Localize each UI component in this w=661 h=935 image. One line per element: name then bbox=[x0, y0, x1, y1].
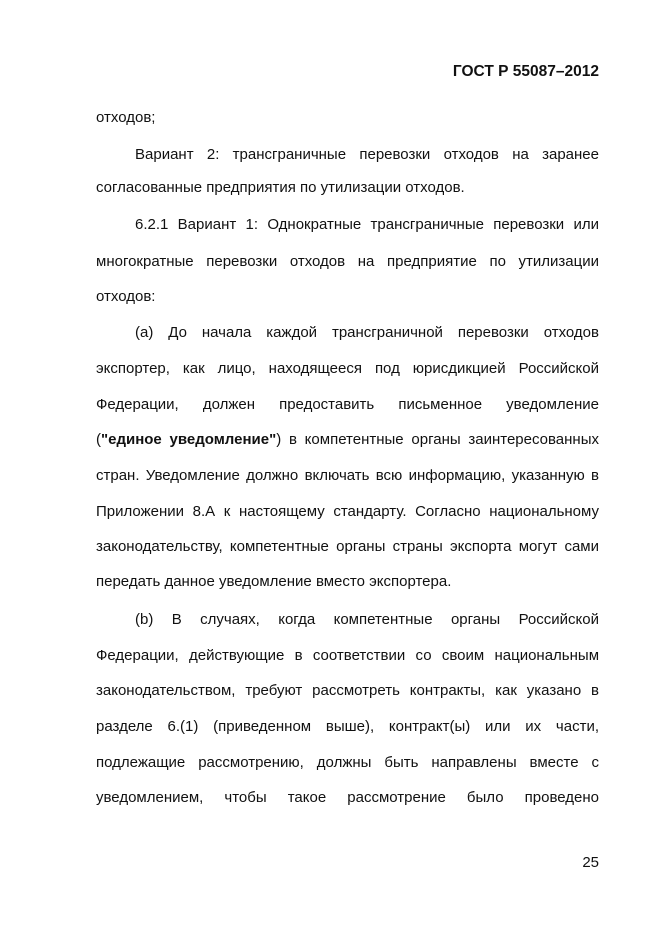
text-line: 6.2.1 Вариант 1: Однократные трансграничные перевозки или bbox=[135, 216, 599, 233]
text-line: передать данное уведомление вместо экспортера. bbox=[96, 573, 452, 590]
text-line: экспортер, как лицо, находящееся под юрисдикцией Российской bbox=[96, 360, 599, 377]
text-segment: ( bbox=[96, 431, 101, 448]
text-line: стран. Уведомление должно включать всю информацию, указанную в bbox=[96, 467, 599, 484]
text-line: подлежащие рассмотрению, должны быть направлены вместе с bbox=[96, 754, 599, 771]
text-line: (а) До начала каждой трансграничной перевозки отходов bbox=[135, 324, 599, 341]
text-line: отходов: bbox=[96, 288, 156, 305]
text-line: Федерации, должен предоставить письменное уведомление bbox=[96, 396, 599, 413]
text-line bbox=[96, 431, 599, 449]
text-line: согласованные предприятия по утилизации отходов. bbox=[96, 179, 465, 196]
text-line: уведомлением, чтобы такое рассмотрение было проведено bbox=[96, 789, 599, 806]
text-line: разделе 6.(1) (приведенном выше), контракт(ы) или их части, bbox=[96, 718, 599, 735]
text-line: Приложении 8.А к настоящему стандарту. Согласно национальному bbox=[96, 503, 599, 520]
text-line: законодательством, требуют рассмотреть контракты, как указано в bbox=[96, 682, 599, 699]
page-number: 25 bbox=[582, 854, 599, 871]
text-line: Федерации, действующие в соответствии со своим национальным bbox=[96, 647, 599, 664]
text-line: (b) В случаях, когда компетентные органы Российской bbox=[135, 611, 599, 628]
text-line: Вариант 2: трансграничные перевозки отходов на заранее bbox=[135, 146, 599, 163]
document-id-header: ГОСТ Р 55087–2012 bbox=[452, 63, 599, 80]
text-line: законодательству, компетентные органы страны экспорта могут сами bbox=[96, 538, 599, 555]
bold-term: "единое уведомление" bbox=[101, 431, 277, 448]
text-line: многократные перевозки отходов на предприятие по утилизации bbox=[96, 253, 599, 270]
text-line: отходов; bbox=[96, 109, 156, 126]
text-segment: ) в компетентные органы заинтересованных bbox=[276, 431, 599, 448]
